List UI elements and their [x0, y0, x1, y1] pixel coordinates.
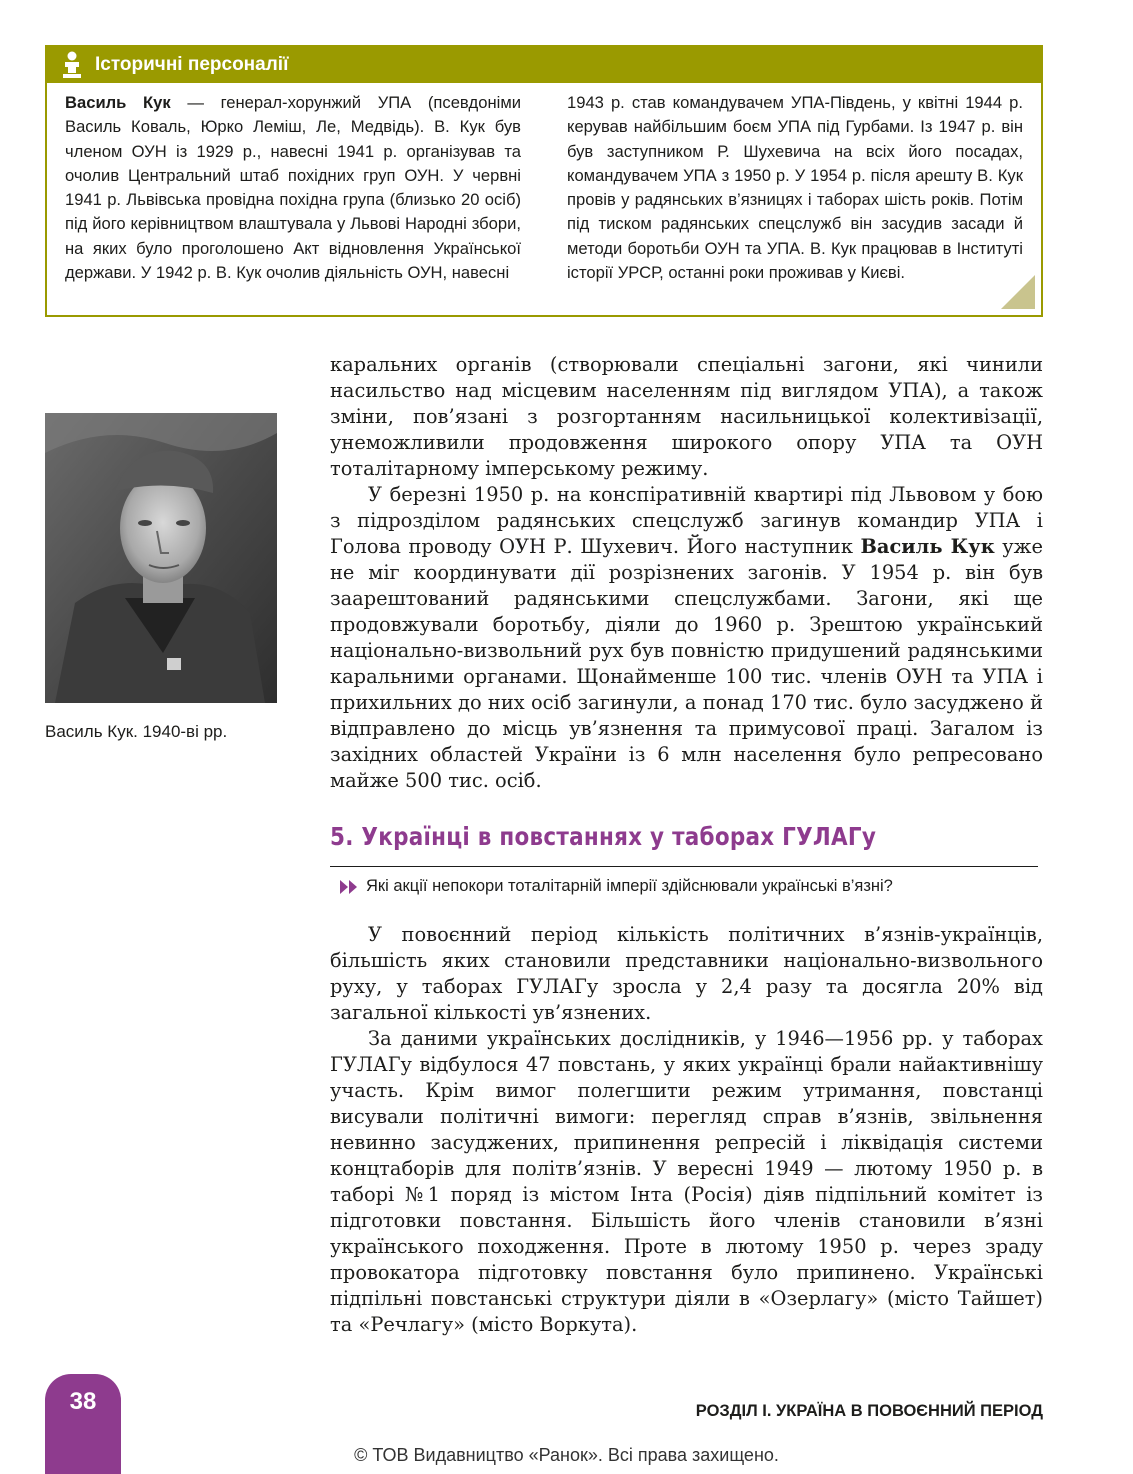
- running-footer: РОЗДІЛ І. УКРАЇНА В ПОВОЄННИЙ ПЕРІОД: [695, 1402, 1043, 1420]
- paragraph: [330, 482, 1043, 794]
- page-number: 38: [69, 1388, 97, 1415]
- paragraph: У повоєнний період кількість політичних в’язнів-українців, більшість яких становили представники національно-визвольного руху, у таборах ГУЛАГу зросла у 2,4 разу та досягла 20% від загальної кількості ув’язнених.: [330, 923, 1043, 1024]
- paragraph-text: У березні 1950 р. на конспіративній квартирі під Львовом у бою з підрозділом радянських спецслужб загинув командир УПА і Голова проводу ОУН Р. Шухевич. Його наступник: [330, 483, 1043, 558]
- box-header: [47, 47, 1041, 83]
- corner-triangle-icon: [1001, 275, 1035, 309]
- question-text: Які акції непокори тоталітарній імперії здійснювали українські в’язні?: [366, 877, 893, 895]
- section-text: [330, 922, 1043, 1338]
- double-arrow-icon: [340, 880, 358, 894]
- section-divider: [330, 866, 1038, 867]
- box-title: Історичні персоналії: [95, 54, 289, 75]
- portrait-photo: [45, 413, 277, 703]
- photo-caption: Василь Кук. 1940-ві рр.: [45, 722, 228, 741]
- paragraph-text: уже не міг координувати дії розрізнених загонів. У 1954 р. він був заарештований радянськими спецслужбами. Загони, які ще продовжували боротьбу, діяли до 1960 р. Зрештою український національно-визвольний рух був повністю придушений радянськими каральними органами. Щонайменше 100 тис. членів ОУН та УПА і прихильних до них осіб загинули, а понад 170 тис. було засуджено й відправлено до місць ув’язнення та примусової праці. Загалом із західних областей України із 6 млн населення було репресовано майже 500 тис. осіб.: [330, 535, 1043, 792]
- box-column-right: 1943 р. став командувачем УПА-Південь, у квітні 1944 р. керував найбільшим боєм УПА під Гурбами. Із 1947 р. він був заступником Р. Шухевича на всіх його посадах, командувачем УПА з 1950 р. У 1954 р. після арешту В. Кук провів у радянських в’язницях і таборах шість років. Потім під тиском радянських спецслужб він засудив засади й методи боротьби ОУН та УПА. В. Кук працював в Інституті історії УРСР, останні роки проживав у Києві.: [567, 93, 1023, 283]
- portrait-image: [45, 413, 277, 703]
- bold-name: Василь Кук: [860, 535, 995, 558]
- paragraph: каральних органів (створювали спеціальні загони, які чинили насильство над місцевим населенням під виглядом УПА), а також зміни, пов’язані з розгортанням насильницької колективізації, унеможливили продовження широкого опору УПА та ОУН тоталітарному імперському режиму.: [330, 353, 1043, 480]
- person-name: Василь Кук: [65, 93, 171, 112]
- section-question: [340, 877, 893, 896]
- box-text-left: — генерал-хорунжий УПА (псевдоніми Василь Коваль, Юрко Леміш, Ле, Медвідь). В. Кук був членом ОУН із 1929 р., навесні 1941 р. організував та очолив Центральний штаб похідних груп ОУН. У червні 1941 р. Львівська провідна похідна група (близько 20 осіб) під його керівництвом влаштувала у Львові Народні збори, на яких було проголошено Акт відновлення Української держави. У 1942 р. В. Кук очолив діяльність ОУН, навесні: [65, 93, 521, 283]
- box-column-left: [65, 91, 521, 285]
- person-icon: [61, 51, 83, 79]
- copyright-notice: © ТОВ Видавництво «Ранок». Всі права захищено.: [354, 1445, 779, 1465]
- historical-personalities-box: [45, 45, 1043, 317]
- paragraph: За даними українських дослідників, у 1946—1956 рр. у таборах ГУЛАГу відбулося 47 повстань, у яких українці брали найактивнішу участь. Крім вимог полегшити режим утримання, повстанці висували політичні вимоги: перегляд справ в’язнів, звільнення невинно засуджених, припинення репресій і ліквідація системи концтаборів для політв’язнів. У вересні 1949 — лютому 1950 р. в таборі №1 поряд із містом Інта (Росія) діяв підпільний комітет із підготовки повстання. Більшість його членів становили в’язні українського походження. Проте в лютому 1950 р. через зраду провокатора підготовку повстання було припинено. Українські підпільні повстанські структури діяли в «Озерлагу» (місто Тайшет) та «Речлагу» (місто Воркута).: [330, 1027, 1043, 1336]
- section-title: 5. Українці в повстаннях у таборах ГУЛАГу: [330, 822, 877, 851]
- main-text: [330, 352, 1043, 794]
